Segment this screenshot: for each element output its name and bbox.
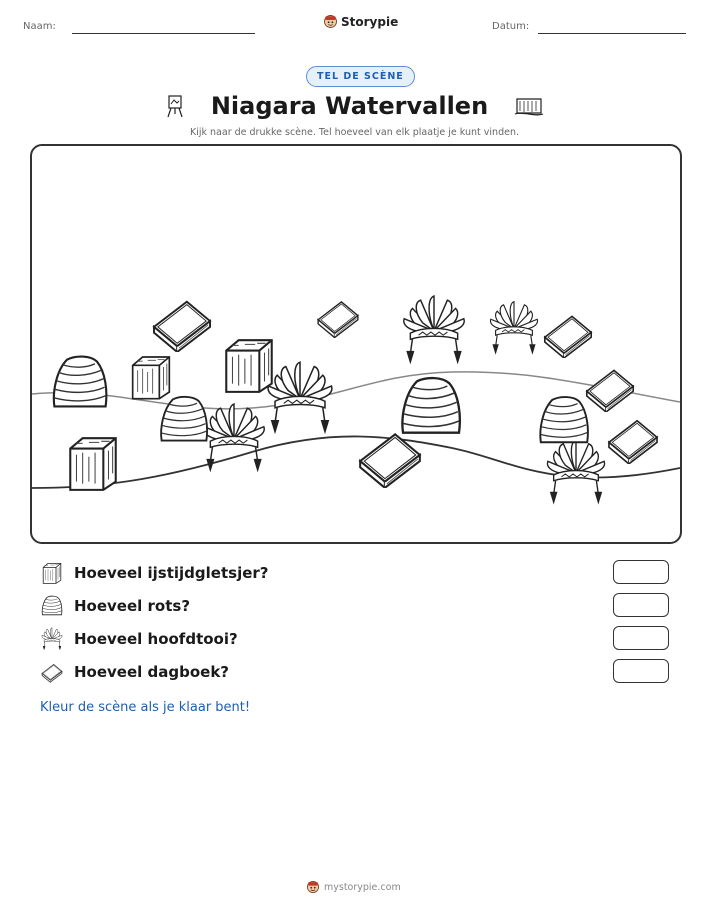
brand-logo: [323, 14, 398, 29]
answer-box-book[interactable]: [613, 659, 669, 683]
book-icon[interactable]: [154, 302, 210, 352]
answer-box-ice[interactable]: [613, 560, 669, 584]
book-icon[interactable]: [587, 370, 633, 412]
headdress-icon[interactable]: [404, 296, 464, 362]
question-text: Hoeveel dagboek?: [74, 663, 230, 681]
scene-frame[interactable]: [30, 144, 682, 544]
brand-name: Storypie: [341, 14, 399, 29]
rock-icon: [40, 594, 64, 618]
scene-illustration[interactable]: [32, 146, 680, 542]
rock-icon[interactable]: [402, 378, 459, 433]
ice-cube-icon[interactable]: [133, 357, 170, 399]
name-field[interactable]: [72, 33, 255, 34]
waterfall-icon: [514, 95, 544, 117]
question-text: Hoeveel hoofdtooi?: [74, 630, 238, 648]
easel-icon: [165, 94, 185, 118]
rock-icon[interactable]: [540, 397, 588, 442]
river-line: [32, 372, 680, 409]
scene-badge: TEL DE SCÈNE: [306, 66, 415, 87]
date-label: Datum:: [492, 21, 530, 32]
question-row: [40, 561, 269, 585]
storypie-logo-icon: [323, 14, 338, 29]
date-field[interactable]: [538, 33, 686, 34]
headdress-icon[interactable]: [490, 302, 537, 353]
question-row: [40, 660, 229, 684]
answer-box-rock[interactable]: [613, 593, 669, 617]
storypie-logo-icon: [306, 880, 320, 894]
headdress-icon[interactable]: [547, 440, 604, 502]
book-icon[interactable]: [318, 302, 358, 338]
headdress-icon[interactable]: [204, 404, 264, 470]
question-row: [40, 627, 238, 651]
ice-cube-icon[interactable]: [226, 340, 271, 392]
coloring-instruction: Kleur de scène als je klaar bent!: [40, 700, 251, 715]
footer: [306, 880, 401, 894]
name-label: Naam:: [23, 21, 56, 32]
book-icon: [40, 660, 64, 684]
book-icon[interactable]: [360, 434, 420, 487]
question-row: [40, 594, 190, 618]
question-text: Hoeveel ijstijdgletsjer?: [74, 564, 269, 582]
page-title: Niagara Watervallen: [210, 92, 489, 120]
question-text: Hoeveel rots?: [74, 597, 191, 615]
rock-icon[interactable]: [54, 357, 107, 407]
answer-box-headdress[interactable]: [613, 626, 669, 650]
book-icon[interactable]: [609, 421, 657, 464]
ice-cube-icon[interactable]: [70, 438, 115, 490]
book-icon[interactable]: [545, 316, 591, 358]
footer-url[interactable]: mystorypie.com: [324, 881, 401, 893]
headdress-icon[interactable]: [268, 362, 332, 431]
page-subtitle: Kijk naar de drukke scène. Tel hoeveel van elk plaatje je kunt vinden.: [190, 127, 519, 138]
headdress-icon: [40, 627, 64, 651]
title-row: [0, 92, 709, 120]
ice-cube-icon: [40, 561, 64, 585]
